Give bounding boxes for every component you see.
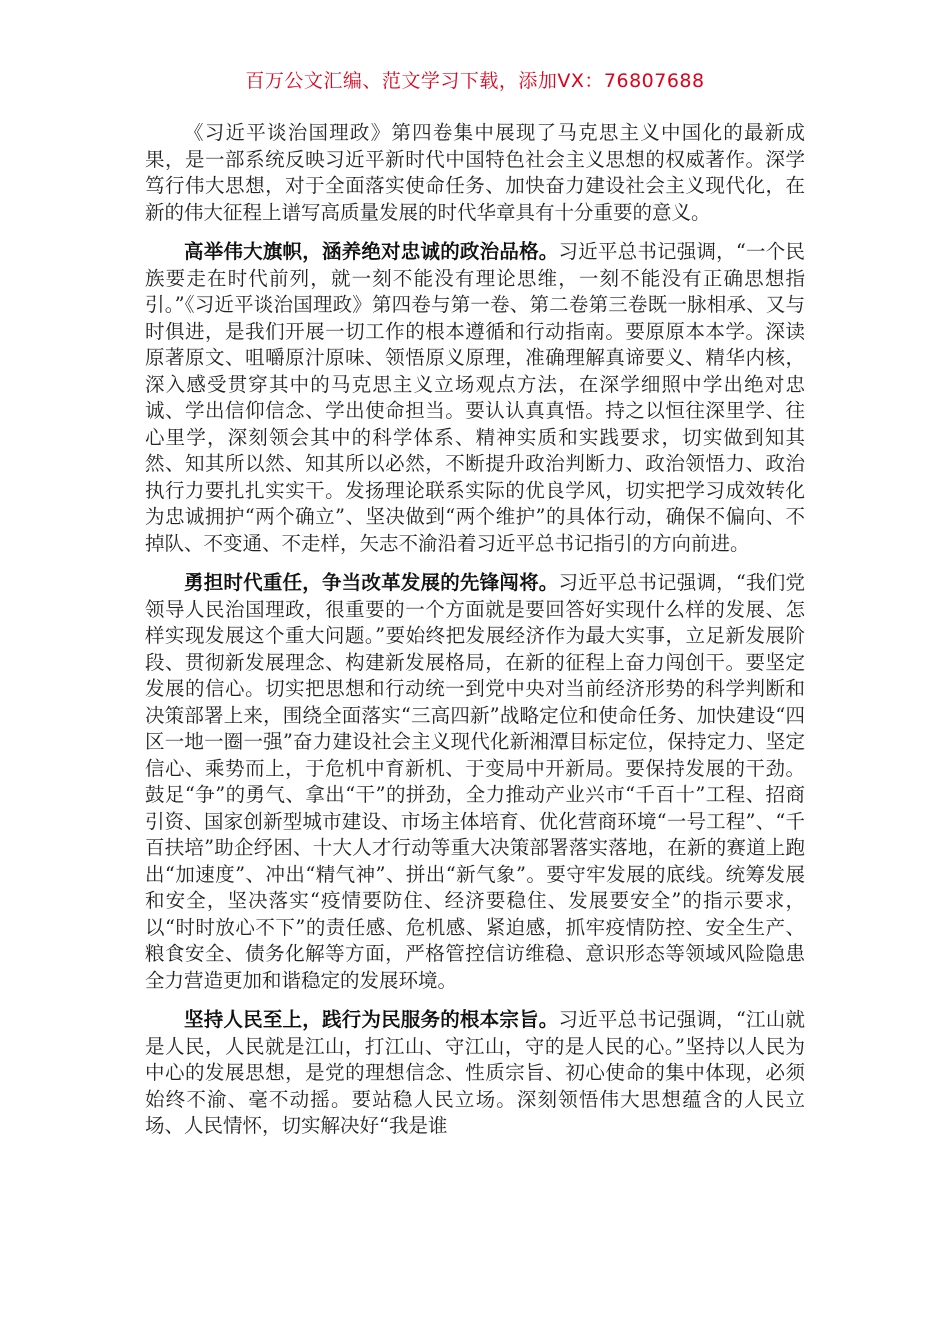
paragraph-text: 《习近平谈治国理政》第四卷集中展现了马克思主义中国化的最新成果，是一部系统反映习近平新时代中国特色社会主义思想的权威著作。深学笃行伟大思想，对于全面落实使命任务、加快奋力建设社会主义现代化，在新的伟大征程上谱写高质量发展的时代华章具有十分重要的意义。 <box>145 121 805 224</box>
page-header-notice: 百万公文汇编、范文学习下载，添加VX：76807688 <box>245 70 705 92</box>
paragraph-text: 习近平总书记强调，“江山就是人民，人民就是江山，打江山、守江山，守的是人民的心。”坚持以人民为中心的发展思想，是党的理想信念、性质宗旨、初心使命的集中体现，必须始终不渝、毫不动摇。要站稳人民立场。深刻领悟伟大思想蕴含的人民立场、人民情怀，切实解决好“我是谁 <box>145 1008 805 1137</box>
article-body <box>145 120 805 1153</box>
paragraph-people <box>145 1007 805 1140</box>
paragraph-development <box>145 570 805 994</box>
paragraph-heading: 坚持人民至上，践行为民服务的根本宗旨。 <box>184 1008 559 1031</box>
paragraph-text: 习近平总书记强调，“一个民族要走在时代前列，就一刻不能没有理论思维，一刻不能没有正确思想指引。”《习近平谈治国理政》第四卷与第一卷、第二卷第三卷既一脉相承、又与时俱进，是我们开展一切工作的根本遵循和行动指南。要原原本本学。深读原著原文、咀嚼原汁原味、领悟原义原理，准确理解真谛要义、精华内核，深入感受贯穿其中的马克思主义立场观点方法，在深学细照中学出绝对忠诚、学出信仰信念、学出使命担当。要认认真真悟。持之以恒往深里学、往心里学，深刻领会其中的科学体系、精神实质和实践要求，切实做到知其然、知其所以然、知其所以必然，不断提升政治判断力、政治领悟力、政治执行力要扎扎实实干。发扬理论联系实际的优良学风，切实把学习成效转化为忠诚拥护“两个确立”、坚决做到“两个维护”的具体行动，确保不偏向、不掉队、不变通、不走样，矢志不渝沿着习近平总书记指引的方向前进。 <box>145 240 805 555</box>
paragraph-heading: 高举伟大旗帜，涵养绝对忠诚的政治品格。 <box>184 240 559 263</box>
paragraph-loyalty <box>145 239 805 557</box>
paragraph-text: 习近平总书记强调，“我们党领导人民治国理政，很重要的一个方面就是要回答好实现什么样的发展、怎样实现发展这个重大问题。”要始终把发展经济作为最大实事，立足新发展阶段、贯彻新发展理念、构建新发展格局，在新的征程上奋力闯创干。要坚定发展的信心。切实把思想和行动统一到党中央对当前经济形势的科学判断和决策部署上来，围绕全面落实“三高四新”战略定位和使命任务、加快建设“四区一地一圈一强”奋力建设社会主义现代化新湘潭目标定位，保持定力、坚定信心、乘势而上，于危机中育新机、于变局中开新局。要保持发展的干劲。鼓足“争”的勇气、拿出“干”的拼劲，全力推动产业兴市“千百十”工程、招商引资、国家创新型城市建设、市场主体培育、优化营商环境“一号工程”、“千百扶培”助企纾困、十大人才行动等重大决策部署落实落地，在新的赛道上跑出“加速度”、冲出“精气神”、拼出“新气象”。要守牢发展的底线。统筹发展和安全，坚决落实“疫情要防住、经济要稳住、发展要安全”的指示要求，以“时时放心不下”的责任感、危机感、紧迫感，抓牢疫情防控、安全生产、粮食安全、债务化解等方面，严格管控信访维稳、意识形态等领域风险隐患全力营造更加和谐稳定的发展环境。 <box>145 571 805 992</box>
paragraph-intro <box>145 120 805 226</box>
paragraph-heading: 勇担时代重任，争当改革发展的先锋闯将。 <box>184 571 559 594</box>
